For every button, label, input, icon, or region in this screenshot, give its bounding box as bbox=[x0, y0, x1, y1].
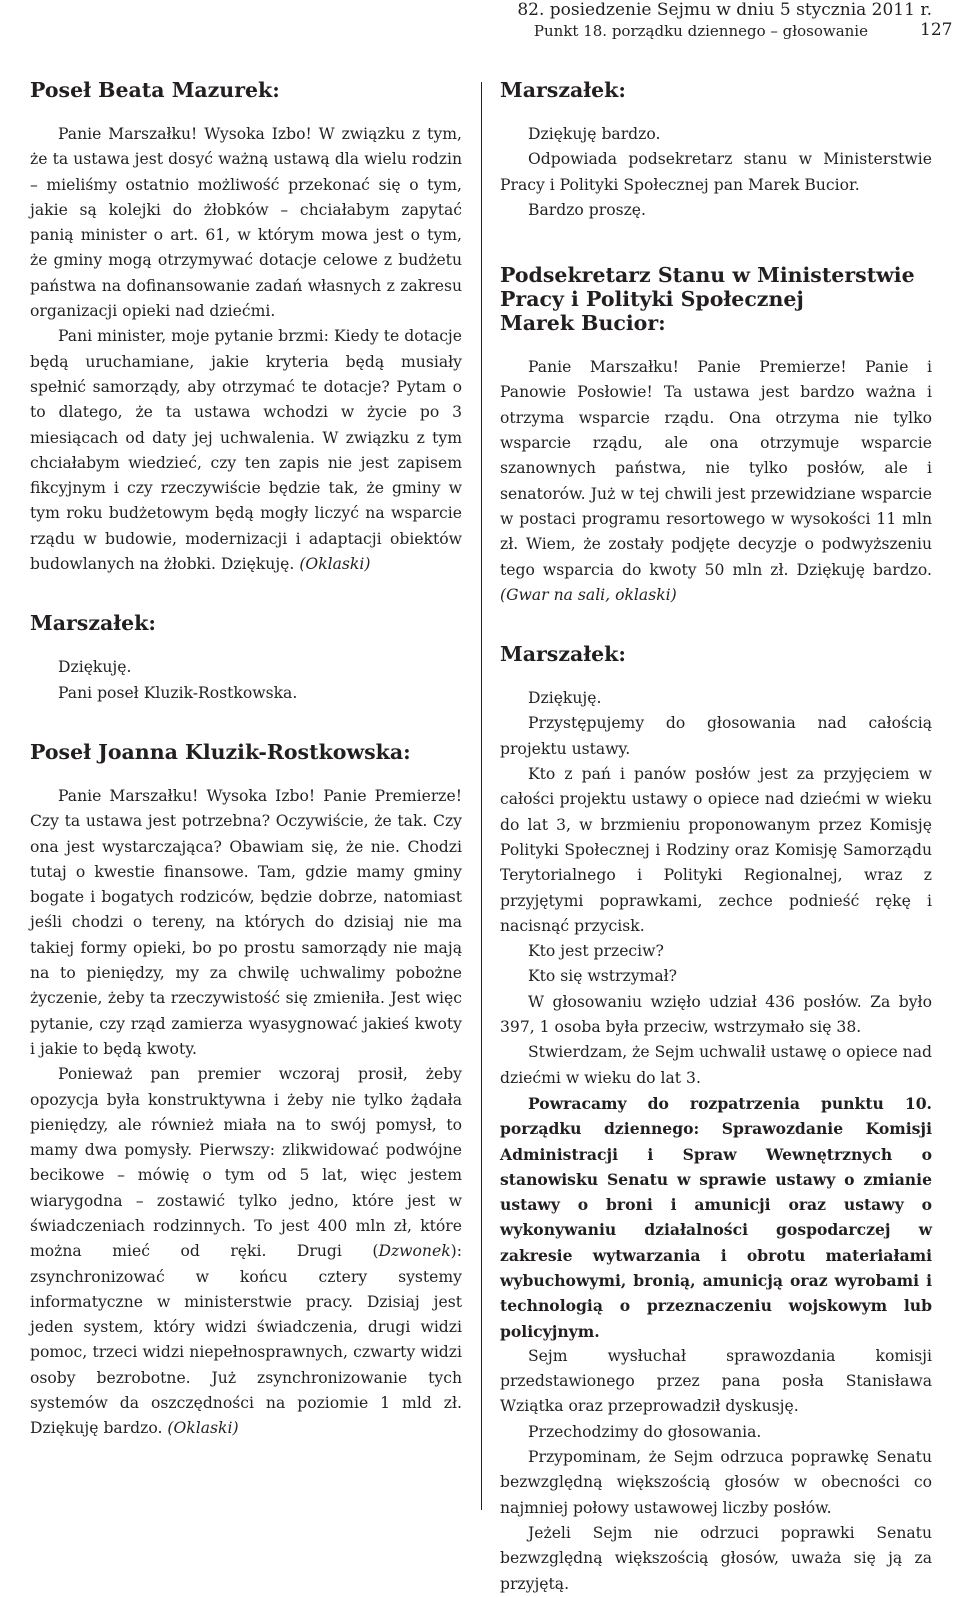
running-header-title: 82. posiedzenie Sejmu w dniu 5 stycznia 2011 r. bbox=[517, 0, 932, 20]
page-number: 127 bbox=[920, 20, 953, 40]
speech-paragraph: Bardzo proszę. bbox=[528, 200, 646, 219]
speech-paragraph: Przystępujemy do głosowania nad całością projektu ustawy. bbox=[500, 714, 932, 758]
speaker-heading: Poseł Beata Mazurek: bbox=[30, 78, 280, 102]
speaker-heading: Podsekretarz Stanu w Ministerstwie Pracy i Polityki Społecznej Marek Bucior: bbox=[500, 263, 915, 336]
interjection: (Oklaski) bbox=[167, 1419, 239, 1438]
speaker-heading: Marszałek: bbox=[30, 611, 156, 636]
speech-paragraph: W głosowaniu wzięło udział 436 posłów. Za było 397, 1 osoba była przeciw, wstrzymało się 38. bbox=[500, 992, 932, 1037]
speech-paragraph: Przypominam, że Sejm odrzuca poprawkę Senatu bezwzględną większością głosów w obecności co najmniej połowy ustawowej liczby posłów. bbox=[500, 1448, 932, 1517]
speech-paragraph: Dziękuję bardzo. bbox=[528, 125, 661, 143]
speaker-heading: Marszałek: bbox=[500, 78, 626, 102]
speech-paragraph: Kto się wstrzymał? bbox=[528, 967, 678, 986]
right-column bbox=[500, 78, 932, 1597]
interjection: (Gwar na sali, oklaski) bbox=[500, 585, 677, 604]
speech-paragraph: Kto jest przeciw? bbox=[528, 942, 664, 961]
speech-paragraph: Stwierdzam, że Sejm uchwalił ustawę o opiece nad dziećmi w wieku do lat 3. bbox=[500, 1043, 932, 1087]
speech-paragraph: Panie Marszałku! Wysoka Izbo! Panie Premierze! Czy ta ustawa jest potrzebna? Oczywiście, że tak. Czy ona jest wystarczająca? Obawiam się, że nie. Chodzi tutaj o kwestie finansowe. Tam, gdzie mamy gminy bogate i bogatych rodziców, będzie dobrze, natomiast jeśli chodzi o tereny, na których do dzisiaj nie ma takiej formy opieki, bo po prostu samorządy nie mają na to pieniędzy, my za chwilę uchwalimy pobożne życzenie, żeby ta rzeczywistość się zmieniła. Jest więc pytanie, czy rząd zamierza wyasygnować jakieś kwoty i jakie to będą kwoty. bbox=[30, 786, 462, 1058]
speech-paragraph: Kto z pań i panów posłów jest za przyjęciem w całości projektu ustawy o opiece nad dziećmi w wieku do lat 3, w brzmieniu proponowanym przez Komisję Polityki Społecznej i Rodziny oraz Komisję Samorządu Terytorialnego i Polityki Regionalnej, wraz z przyjętymi poprawkami, zechce podnieść rękę i nacisnąć przycisk. bbox=[500, 765, 932, 935]
speech-paragraph: Panie Marszałku! Wysoka Izbo! W związku z tym, że ta ustawa jest dosyć ważną ustawą dla wielu rodzin – mieliśmy ostatnio możliwość przekonać się o tym, jakie są kolejki do żłobków – chciałabym zapytać panią minister o art. 61, w którym mowa jest o tym, że gminy mogą otrzymywać dotacje celowe z budżetu państwa na dofinansowanie zadań własnych z zakresu organizacji opieki nad dziećmi. bbox=[30, 125, 462, 321]
speech-paragraph: Jeżeli Sejm nie odrzuci poprawki Senatu bezwzględną większością głosów, uważa się ją za przyjętą. bbox=[500, 1523, 932, 1593]
column-divider bbox=[481, 82, 482, 1510]
running-header-subtitle: Punkt 18. porządku dziennego – głosowanie bbox=[533, 22, 868, 40]
speech-paragraph: Panie Marszałku! Panie Premierze! Panie i Panowie Posłowie! Ta ustawa jest bardzo ważna i otrzyma wsparcie rządu. Ona otrzyma nie tylko wsparcie rządu, ale ona otrzymuje wsparcie szanownych państwa, nie tylko posłów, ale i senatorów. Już w tej chwili jest przewidziane wsparcie w postaci programu resortowego w wysokości 11 mln zł. Wiem, że zostały podjęte decyzje o podwyższeniu tego wsparcia do kwoty 50 mln zł. Dziękuję bardzo. (Gwar na sali, oklaski) bbox=[500, 358, 932, 604]
left-column bbox=[30, 78, 462, 1442]
interjection: (Oklaski) bbox=[299, 555, 371, 574]
speech-paragraph: Pani poseł Kluzik-Rostkowska. bbox=[58, 683, 298, 702]
agenda-item-paragraph: Powracamy do rozpatrzenia punktu 10. porządku dziennego: Sprawozdanie Komisji Administracji i Spraw Wewnętrznych o stanowisku Senatu w sprawie ustawy o zmianie ustawy o broni i amunicji oraz ustawy o wykonywaniu działalności gospodarczej w zakresie wytwarzania i obrotu materiałami wybuchowymi, bronią, amunicją oraz wyrobami i technologią o przeznaczeniu wojskowym lub policyjnym. bbox=[500, 1093, 932, 1341]
speech-paragraph: Ponieważ pan premier wczoraj prosił, żeby opozycja była konstruktywna i żeby nie tylko żądała pieniędzy, ale również miała na to swój pomysł, to mamy dwa pomysły. Pierwszy: zlikwidować podwójne becikowe – mówię o tym od 5 lat, więc jestem wiarygodna – zostawić tylko jedno, które jest w świadczeniach rodzinnych. To jest 400 mln zł, które można mieć od ręki. Drugi (Dzwonek): zsynchronizować w końcu cztery systemy informatyczne w ministerstwie pracy. Dzisiaj jest jeden system, który widzi świadczenia, drugi widzi pomoc, trzeci widzi niepełnosprawnych, czwarty widzi osoby bezrobotne. Już zsynchronizowanie tych systemów da oszczędności na poziomie 1 mld zł. Dziękuję bardzo. (Oklaski) bbox=[30, 1065, 462, 1438]
speech-paragraph: Pani minister, moje pytanie brzmi: Kiedy te dotacje będą uruchamiane, jakie kryteria będą musiały spełnić samorządy, aby otrzymać te dotacje? Pytam o to dlatego, że ta ustawa wchodzi w życie po 3 miesiącach od daty jej uchwalenia. W związku z tym chciałabym wiedzieć, czy ten zapis nie jest zapisem fikcyjnym i czy rzeczywiście będzie tak, że gminy w tym roku budżetowym będą mogły liczyć na wsparcie rządu w budowie, modernizacji i adaptacji obiektów budowlanych na żłobki. Dziękuję. (Oklaski) bbox=[30, 327, 462, 574]
speaker-heading: Poseł Joanna Kluzik-Rostkowska: bbox=[30, 739, 411, 764]
speech-paragraph: Dziękuję. bbox=[528, 689, 602, 708]
speaker-heading: Marszałek: bbox=[500, 642, 626, 667]
speech-paragraph: Przechodzimy do głosowania. bbox=[528, 1422, 762, 1441]
speech-paragraph: Sejm wysłuchał sprawozdania komisji przedstawionego przez pana posła Stanisława Wziątka oraz przeprowadził dyskusję. bbox=[500, 1346, 932, 1416]
speech-paragraph: Odpowiada podsekretarz stanu w Ministerstwie Pracy i Polityki Społecznej pan Marek Bucior. bbox=[500, 150, 932, 194]
interjection: Dzwonek bbox=[378, 1242, 451, 1261]
speech-paragraph: Dziękuję. bbox=[58, 658, 132, 677]
